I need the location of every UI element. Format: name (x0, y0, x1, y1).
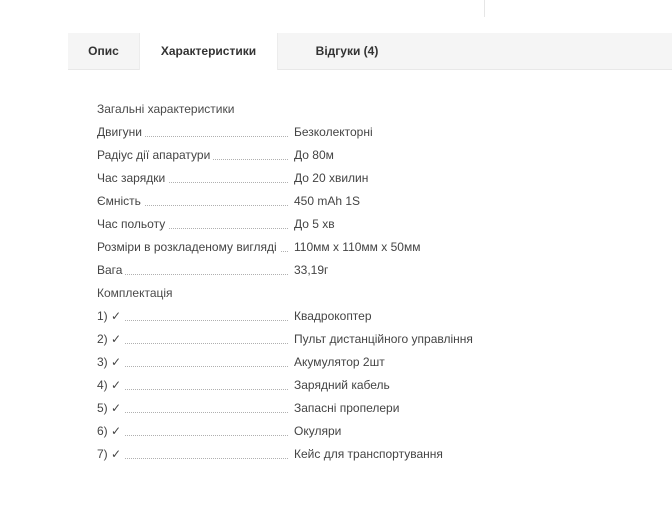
spec-label-text: Радіус дії апаратури (97, 148, 213, 162)
spec-value: До 5 хв (294, 217, 335, 231)
kit-item-number (97, 328, 288, 351)
kit-item-number (97, 443, 288, 466)
spec-row (97, 213, 517, 236)
product-tabs (68, 33, 672, 70)
spec-value: До 80м (294, 148, 334, 162)
kit-row (97, 420, 517, 443)
kit-item-name: Кейс для транспортування (294, 447, 443, 461)
spec-label-text: Ємність (97, 194, 144, 208)
spec-label (97, 236, 288, 259)
kit-item-name: Окуляри (294, 424, 342, 438)
kit-item-number (97, 374, 288, 397)
spec-row (97, 259, 517, 282)
kit-item-number (97, 397, 288, 420)
spec-row (97, 121, 517, 144)
spec-label-text: Час зарядки (97, 171, 168, 185)
spec-label-text: Вага (97, 263, 125, 277)
kit-item-number (97, 351, 288, 374)
spec-value: 33,19г (294, 263, 329, 277)
kit-item-number-text: 3) ✓ (97, 355, 124, 369)
spec-row (97, 236, 517, 259)
kit-item-number-text: 5) ✓ (97, 401, 124, 415)
tab-description[interactable]: Опис (88, 44, 119, 58)
spec-value: Безколекторні (294, 125, 373, 139)
kit-item-number-text: 4) ✓ (97, 378, 124, 392)
spec-row (97, 167, 517, 190)
kit-item-number (97, 420, 288, 443)
kit-row (97, 397, 517, 420)
kit-row (97, 351, 517, 374)
spec-row (97, 190, 517, 213)
spec-value: 450 mAh 1S (294, 194, 361, 208)
kit-row (97, 328, 517, 351)
spec-label (97, 144, 288, 167)
kit-item-name: Акумулятор 2шт (294, 355, 385, 369)
spec-label (97, 121, 288, 144)
kit-item-number (97, 305, 288, 328)
spec-label (97, 167, 288, 190)
spec-label-text: Час польоту (97, 217, 168, 231)
spec-label-text: Розміри в розкладеному вигляді (97, 240, 280, 254)
kit-item-number-text: 1) ✓ (97, 309, 124, 323)
header-divider (484, 0, 485, 17)
kit-item-number-text: 6) ✓ (97, 424, 124, 438)
spec-label (97, 213, 288, 236)
general-specs-heading: Загальні характеристики (97, 102, 235, 116)
spec-label (97, 259, 288, 282)
kit-item-name: Квадрокоптер (294, 309, 372, 323)
kit-item-name: Запасні пропелери (294, 401, 400, 415)
kit-row (97, 374, 517, 397)
spec-value: До 20 хвилин (294, 171, 369, 185)
kit-row (97, 305, 517, 328)
kit-item-number-text: 2) ✓ (97, 332, 124, 346)
spec-row (97, 144, 517, 167)
spec-value: 110мм х 110мм х 50мм (294, 240, 421, 254)
kit-item-name: Пульт дистанційного управління (294, 332, 473, 346)
spec-label (97, 190, 288, 213)
kit-item-name: Зарядний кабель (294, 378, 390, 392)
specifications-panel (97, 98, 517, 466)
kit-row (97, 443, 517, 466)
tab-reviews[interactable]: Відгуки (4) (315, 44, 379, 58)
kit-contents-heading: Комплектація (97, 286, 173, 300)
kit-item-number-text: 7) ✓ (97, 447, 124, 461)
spec-label-text: Двигуни (97, 125, 145, 139)
tab-specifications[interactable]: Характеристики (139, 33, 278, 70)
